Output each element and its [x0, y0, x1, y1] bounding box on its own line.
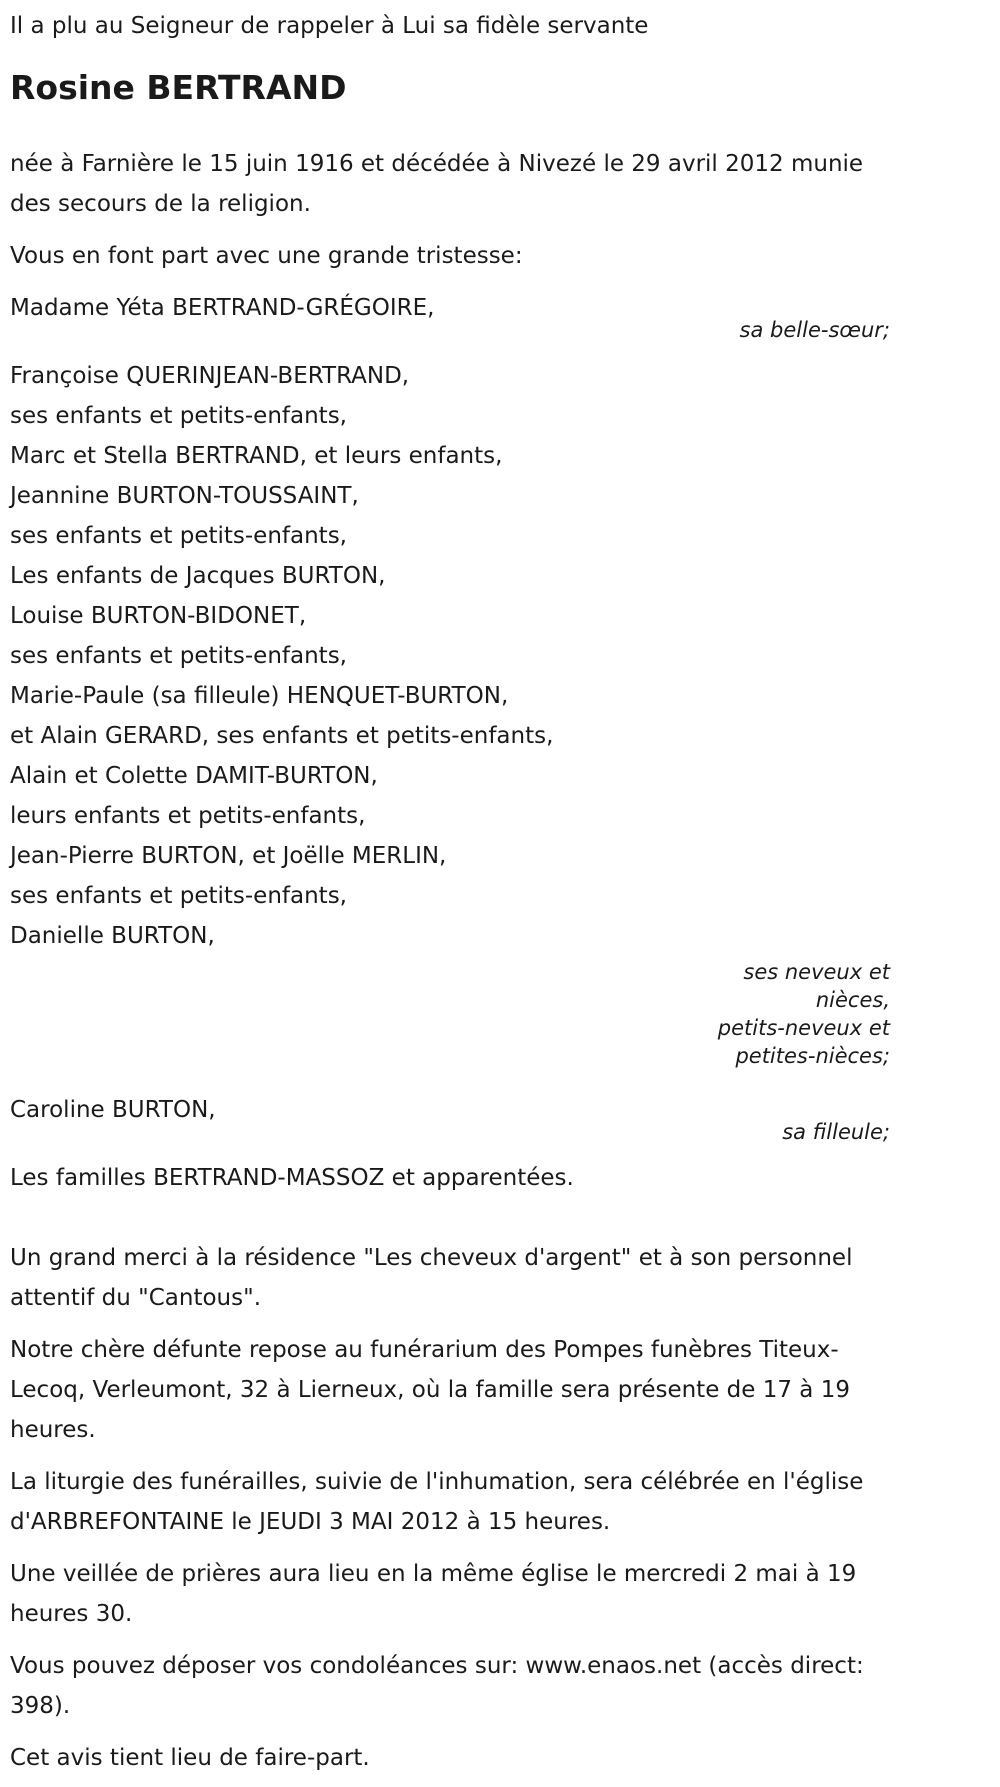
closing-paragraph: Cet avis tient lieu de faire-part. — [10, 1745, 370, 1771]
family-line: Louise BURTON-BIDONET, — [10, 603, 307, 629]
family-line: et Alain GERARD, ses enfants et petits-enfants, — [10, 723, 554, 749]
relation-label — [10, 958, 890, 1070]
family-line: ses enfants et petits-enfants, — [10, 883, 347, 909]
family-line: ses enfants et petits-enfants, — [10, 643, 347, 669]
family-line: Marc et Stella BERTRAND, et leurs enfants, — [10, 443, 503, 469]
family-group-3 — [10, 1090, 890, 1144]
deceased-name: Rosine BERTRAND — [10, 68, 347, 107]
family-line: Jeannine BURTON-TOUSSAINT, — [10, 483, 359, 509]
vigil-paragraph: Une veillée de prières aura lieu en la même église le mercredi 2 mai à 19 heures 30. — [10, 1561, 857, 1627]
family-line: leurs enfants et petits-enfants, — [10, 803, 366, 829]
families-text: Les familles BERTRAND-MASSOZ et apparentées. — [10, 1165, 574, 1191]
family-line: Françoise QUERINJEAN-BERTRAND, — [10, 363, 410, 389]
intro-text: Il a plu au Seigneur de rappeler à Lui sa fidèle servante — [10, 13, 649, 39]
family-line: Les enfants de Jacques BURTON, — [10, 563, 386, 589]
funeral-home-paragraph: Notre chère défunte repose au funérarium des Pompes funèbres Titeux-Lecoq, Verleumont, 32 à Lierneux, où la famille sera présente de 17 à 19 heures. — [10, 1337, 850, 1443]
family-group-2 — [10, 356, 890, 1070]
family-line: Jean-Pierre BURTON, et Joëlle MERLIN, — [10, 843, 447, 869]
relation-line: nièces, — [815, 988, 890, 1012]
family-line: Marie-Paule (sa filleule) HENQUET-BURTON, — [10, 683, 509, 709]
family-line: Madame Yéta BERTRAND-GRÉGOIRE, — [10, 295, 435, 321]
announce-text: Vous en font part avec une grande tristesse: — [10, 243, 523, 269]
relation-line: petits-neveux et — [717, 1016, 890, 1040]
relation-label: sa belle-sœur; — [739, 318, 890, 342]
liturgy-paragraph: La liturgie des funérailles, suivie de l'inhumation, sera célébrée en l'église d'ARBREFONTAINE le JEUDI 3 MAI 2012 à 15 heures. — [10, 1469, 864, 1535]
family-line: ses enfants et petits-enfants, — [10, 523, 347, 549]
condolences-paragraph: Vous pouvez déposer vos condoléances sur: www.enaos.net (accès direct: 398). — [10, 1653, 864, 1719]
family-line: Alain et Colette DAMIT-BURTON, — [10, 763, 378, 789]
family-line: Caroline BURTON, — [10, 1097, 216, 1123]
thanks-paragraph: Un grand merci à la résidence "Les cheveux d'argent" et à son personnel attentif du "Cantous". — [10, 1245, 853, 1311]
relation-label: sa filleule; — [782, 1120, 890, 1144]
family-line: ses enfants et petits-enfants, — [10, 403, 347, 429]
relation-line: ses neveux et — [743, 960, 890, 984]
relation-line: petites-nièces; — [735, 1044, 890, 1068]
family-line: Danielle BURTON, — [10, 923, 215, 949]
family-group-1 — [10, 288, 890, 342]
birth-death-text: née à Farnière le 15 juin 1916 et décédée à Nivezé le 29 avril 2012 munie des secours de la religion. — [10, 151, 864, 217]
